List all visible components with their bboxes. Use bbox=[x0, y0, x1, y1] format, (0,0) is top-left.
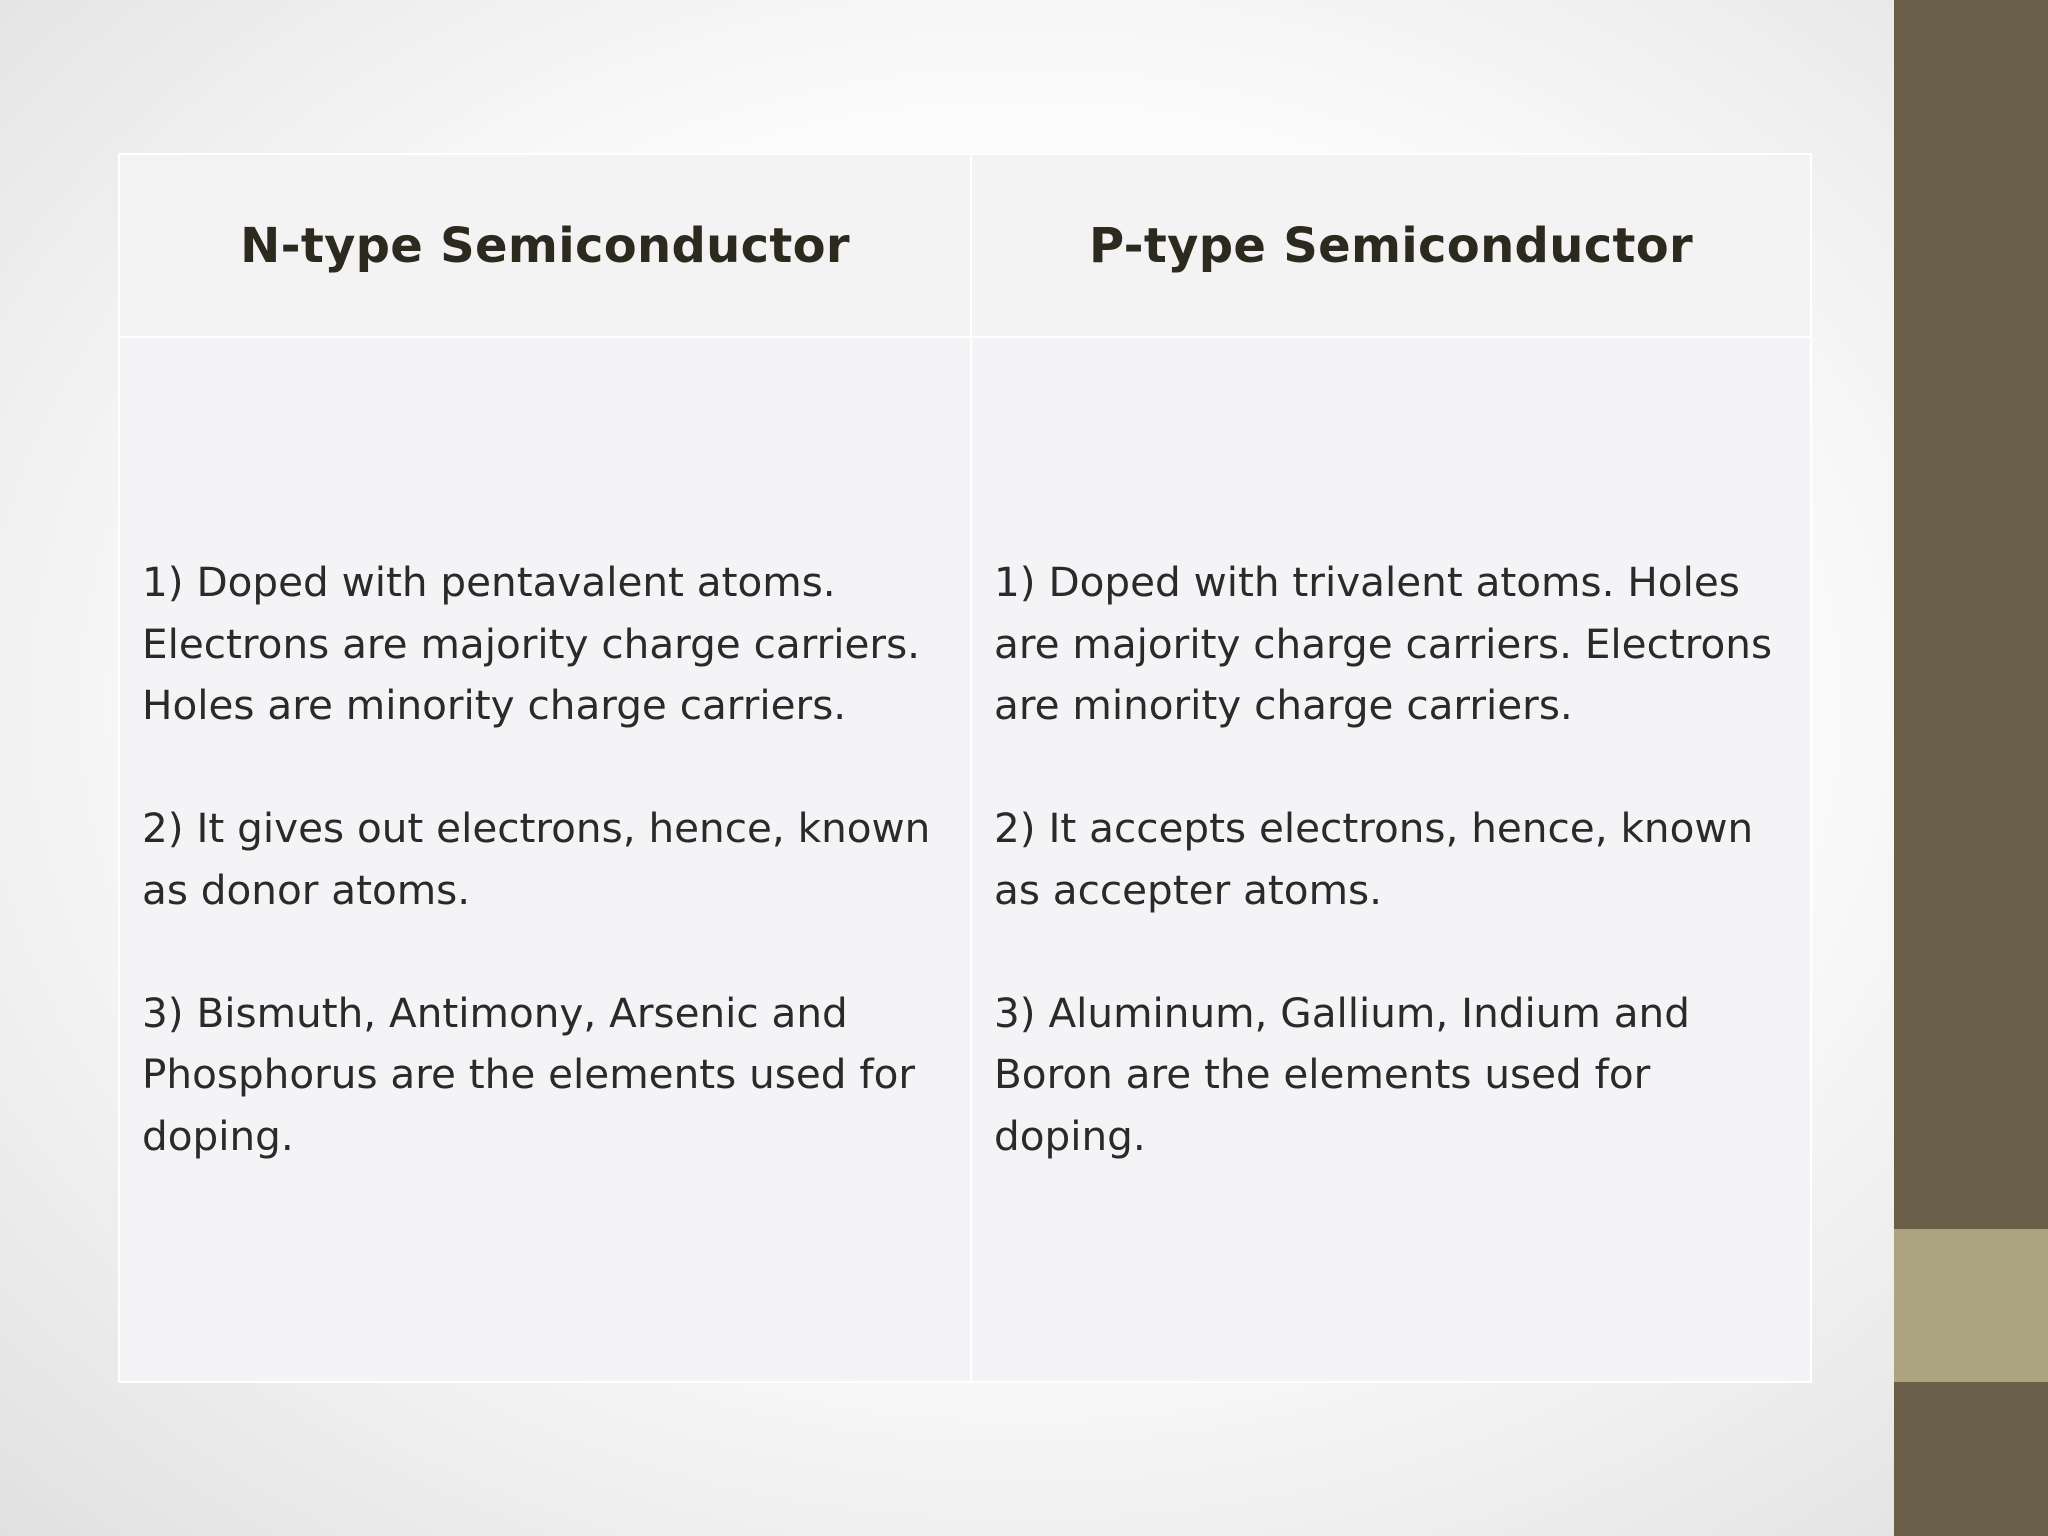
n-type-point-1: 1) Doped with pentavalent atoms. Electrons are majority charge carriers. Holes are minority charge carriers. bbox=[142, 558, 921, 729]
table-header-row bbox=[119, 154, 1811, 337]
p-type-cell bbox=[971, 337, 1811, 1382]
decorative-sidebar-accent bbox=[1894, 1229, 2048, 1382]
p-type-heading: P-type Semiconductor bbox=[971, 154, 1811, 337]
table-body-row bbox=[119, 337, 1811, 1382]
n-type-heading: N-type Semiconductor bbox=[119, 154, 971, 337]
p-type-point-3: 3) Aluminum, Gallium, Indium and Boron are the elements used for doping. bbox=[994, 988, 1690, 1160]
n-type-point-3: 3) Bismuth, Antimony, Arsenic and Phosphorus are the elements used for doping. bbox=[142, 988, 916, 1160]
p-type-point-1: 1) Doped with trivalent atoms. Holes are majority charge carriers. Electrons are minority charge carriers. bbox=[994, 558, 1773, 729]
comparison-table bbox=[118, 153, 1812, 1383]
n-type-point-2: 2) It gives out electrons, hence, known as donor atoms. bbox=[142, 804, 931, 914]
n-type-cell bbox=[119, 337, 971, 1382]
p-type-point-2: 2) It accepts electrons, hence, known as accepter atoms. bbox=[994, 804, 1754, 914]
